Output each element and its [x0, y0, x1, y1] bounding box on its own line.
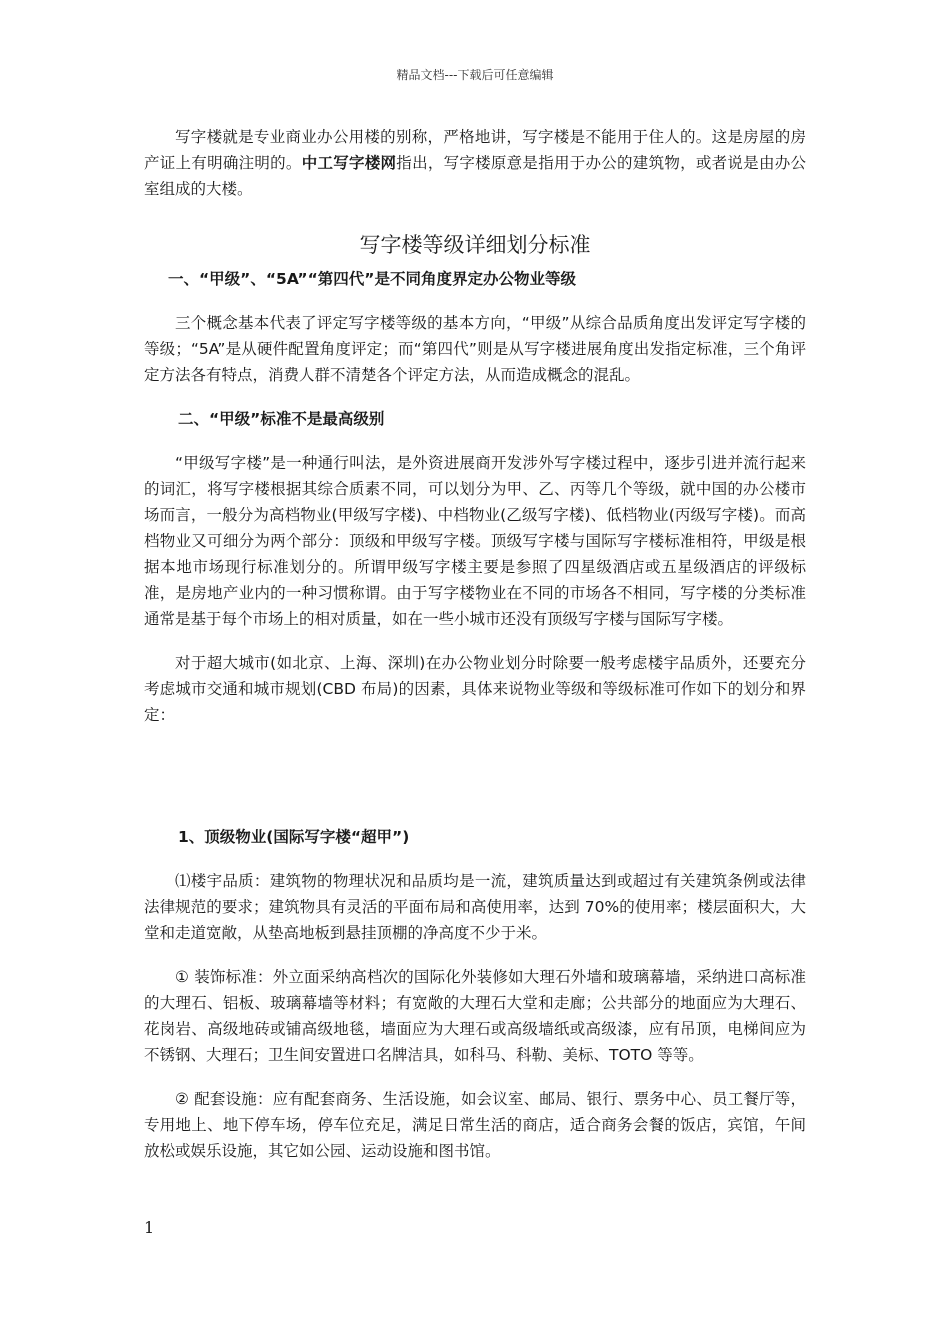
- section-2-paragraph-2: 对于超大城市(如北京、上海、深圳)在办公物业划分时除要一般考虑楼宇品质外，还要充分考虑城市交通和城市规划(CBD 布局)的因素，具体来说物业等级和等级标准可作如下的划分和界定：: [144, 654, 806, 724]
- section-3-paragraph-2: ① 装饰标准：外立面采纳高档次的国际化外装修如大理石外墙和玻璃幕墙，采纳进口高标准的大理石、铝板、玻璃幕墙等材料；有宽敞的大理石大堂和走廊；公共部分的地面应为大理石、花岗岩、高级地砖或铺高级地毯，墙面应为大理石或高级墙纸或高级漆，应有吊顶，电梯间应为不锈钢、大理石；卫生间安置进口名牌洁具，如科马、科勒、美标、TOTO 等等。: [144, 968, 806, 1064]
- intro-paragraph: [144, 124, 806, 202]
- intro-text-1: 写字楼就是专业商业办公用楼的别称，严格地讲，写字楼是不能用于住人的。这是房屋的房产证上有明确注明的。: [144, 128, 806, 172]
- section-3-paragraph-3: ② 配套设施：应有配套商务、生活设施，如会议室、邮局、银行、票务中心、员工餐厅等，专用地上、地下停车场，停车位充足，满足日常生活的商店，适合商务会餐的饭店，宾馆，午间放松或娱乐设施，其它如公园、运动设施和图书馆。: [144, 1090, 806, 1160]
- page-header: 精品文档---下载后可任意编辑: [396, 68, 554, 82]
- section-1-paragraph: 三个概念基本代表了评定写字楼等级的基本方向，“甲级”从综合品质角度出发评定写字楼的等级；“5A”是从硬件配置角度评定；而“第四代”则是从写字楼进展角度出发指定标准，三个角评定方法各有特点，消费人群不清楚各个评定方法，从而造成概念的混乱。: [144, 314, 806, 384]
- section-3-paragraph-1: ⑴楼宇品质：建筑物的物理状况和品质均是一流，建筑质量达到或超过有关建筑条例或法律法律规范的要求；建筑物具有灵活的平面布局和高使用率，达到 70%的使用率；楼层面积大，大堂和走道宽敞，从垫高地板到悬挂顶棚的净高度不少于米。: [144, 872, 806, 942]
- intro-text-2: 指出，写字楼原意是指用于办公的建筑物，或者说是由办公室组成的大楼。: [144, 154, 806, 198]
- page-number: 1: [144, 1218, 155, 1237]
- section-3-heading: 1、顶级物业(国际写字楼“超甲”): [178, 828, 410, 846]
- intro-bold-text: 中工写字楼网: [301, 154, 397, 172]
- document-body: [144, 124, 806, 1164]
- section-2-heading: 二、“甲级”标准不是最高级别: [178, 410, 385, 428]
- document-title: 写字楼等级详细划分标准: [359, 233, 591, 257]
- section-1-heading: 一、“甲级”、“5A”“第四代”是不同角度界定办公物业等级: [168, 270, 576, 288]
- section-2-paragraph-1: “甲级写字楼”是一种通行叫法，是外资进展商开发涉外写字楼过程中，逐步引进并流行起来的词汇，将写字楼根据其综合质素不同，可以划分为甲、乙、丙等几个等级，就中国的办公楼市场而言，一般分为高档物业(甲级写字楼)、中档物业(乙级写字楼)、低档物业(丙级写字楼)。而高档物业又可细分为两个部分：顶级和甲级写字楼。顶级写字楼与国际写字楼标准相符，甲级是根据本地市场现行标准划分的。所谓甲级写字楼主要是参照了四星级酒店或五星级酒店的评级标准，是房地产业内的一种习惯称谓。由于写字楼物业在不同的市场各不相同，写字楼的分类标准通常是基于每个市场上的相对质量，如在一些小城市还没有顶级写字楼与国际写字楼。: [144, 454, 806, 628]
